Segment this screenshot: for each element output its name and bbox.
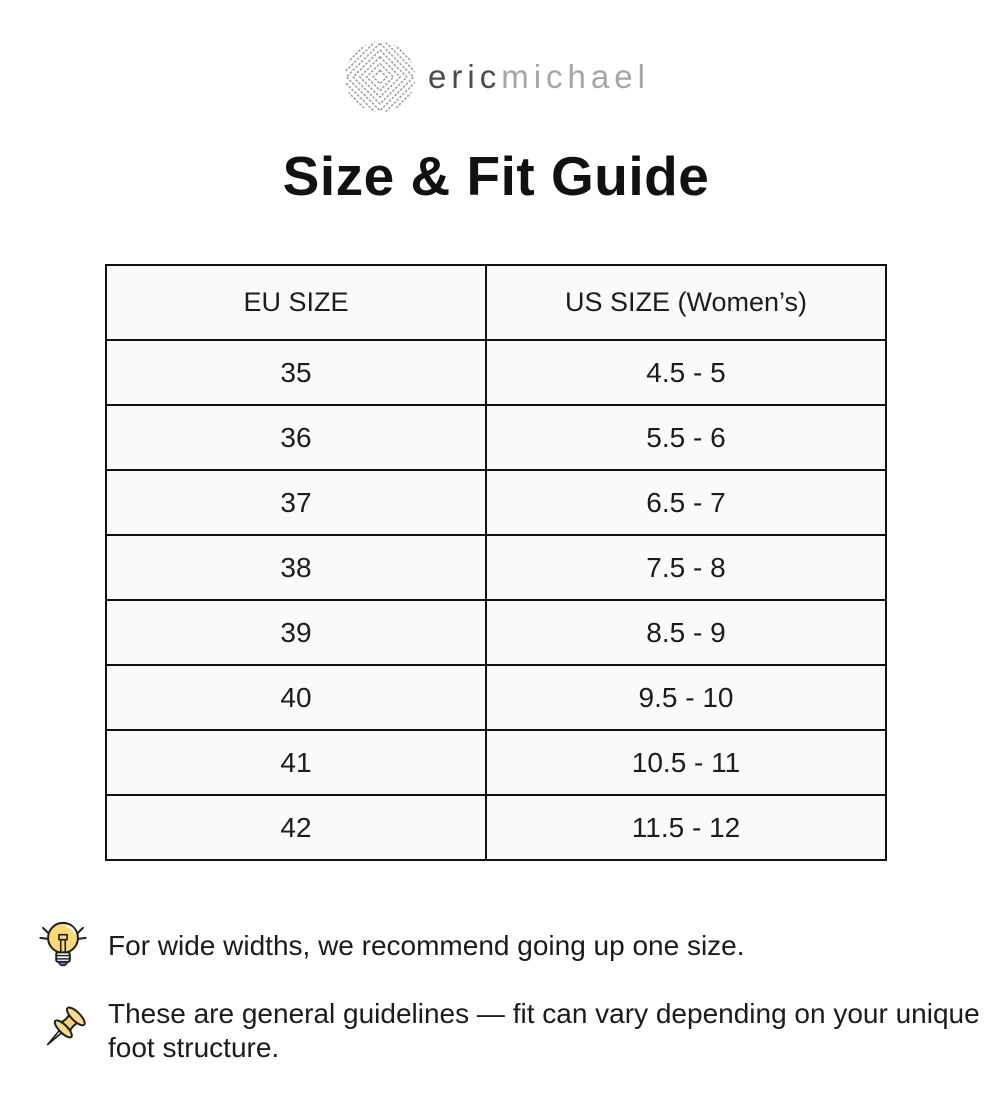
size-conversion-table [105,264,887,861]
column-header-us-size: US SIZE (Women’s) [486,265,886,340]
lightbulb-icon [34,915,92,977]
table-row [106,730,886,795]
us-size-cell: 5.5 - 6 [486,405,886,470]
table-row [106,795,886,860]
note-text: These are general guidelines — fit can vary depending on your unique foot structure. [108,998,980,1063]
note-text: For wide widths, we recommend going up one size. [108,930,745,962]
us-size-cell: 10.5 - 11 [486,730,886,795]
pushpin-icon [34,1000,92,1062]
table-row [106,405,886,470]
table-row [106,600,886,665]
table-row [106,665,886,730]
eu-size-cell: 36 [106,405,486,470]
concentric-diamond-logo-icon [342,39,418,115]
eu-size-cell: 41 [106,730,486,795]
table-row [106,340,886,405]
eu-size-cell: 38 [106,535,486,600]
eu-size-cell: 42 [106,795,486,860]
us-size-cell: 4.5 - 5 [486,340,886,405]
brand-name-eric: eric [428,58,502,95]
brand-logo [0,0,992,116]
note-guidelines [34,997,992,1064]
eu-size-cell: 35 [106,340,486,405]
brand-name-michael: michael [501,58,650,95]
table-header-row [106,265,886,340]
brand-name [428,58,650,96]
page-title: Size & Fit Guide [282,145,710,207]
column-header-eu-size: EU SIZE [106,265,486,340]
us-size-cell: 7.5 - 8 [486,535,886,600]
us-size-cell: 6.5 - 7 [486,470,886,535]
table-row [106,470,886,535]
us-size-cell: 9.5 - 10 [486,665,886,730]
note-wide-widths [34,915,992,977]
us-size-cell: 11.5 - 12 [486,795,886,860]
us-size-cell: 8.5 - 9 [486,600,886,665]
eu-size-cell: 39 [106,600,486,665]
table-row [106,535,886,600]
eu-size-cell: 37 [106,470,486,535]
notes-section [34,915,992,1064]
eu-size-cell: 40 [106,665,486,730]
